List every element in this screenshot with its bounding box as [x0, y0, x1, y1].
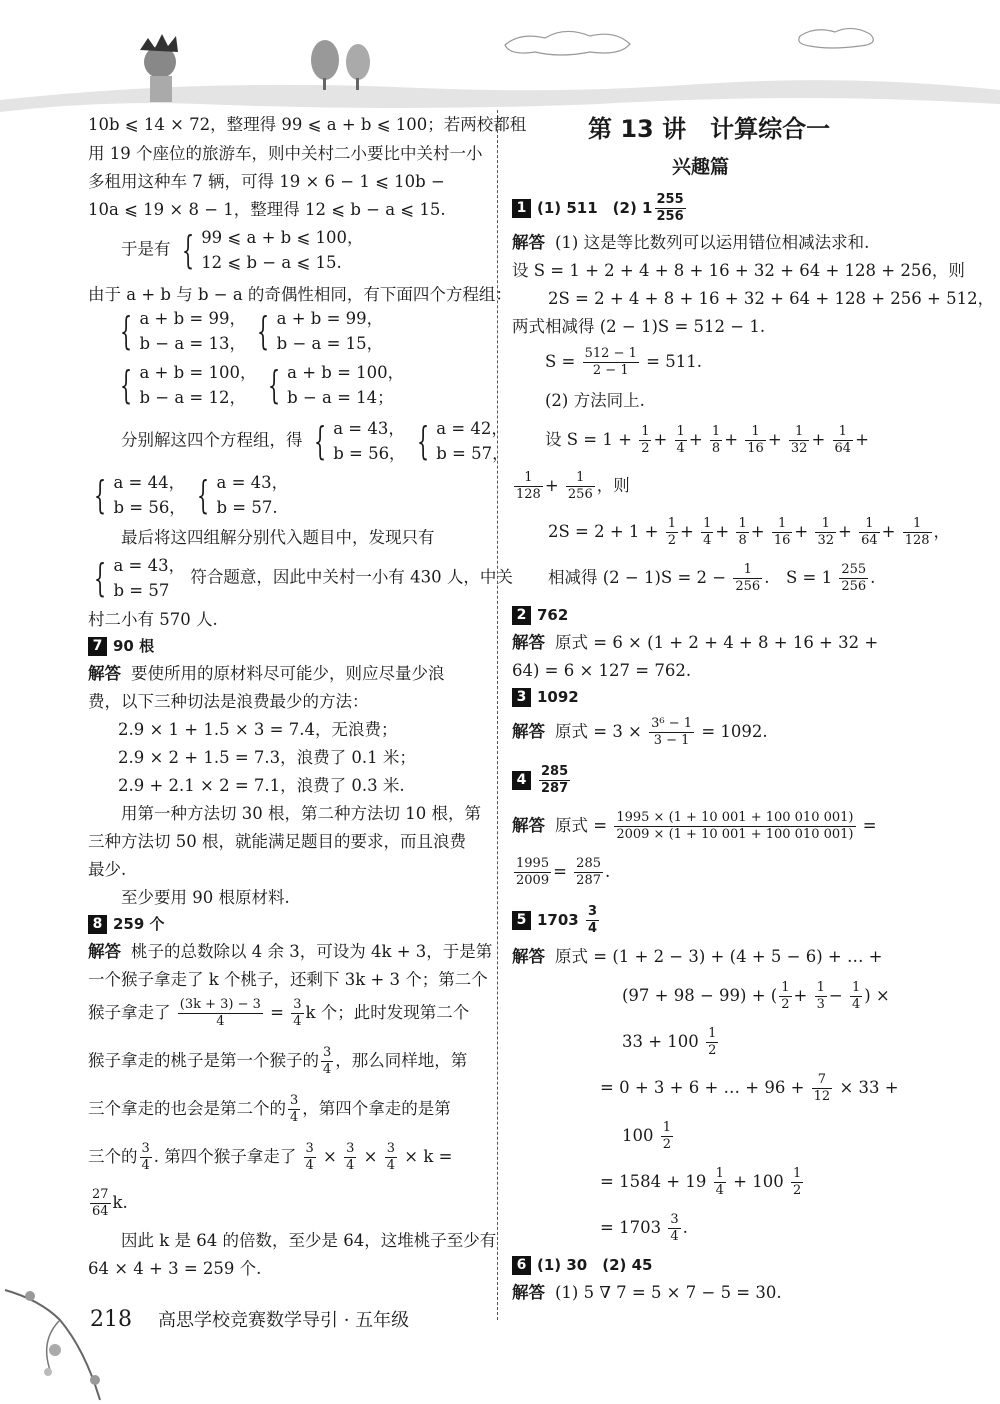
fraction: $\frac{3}{4}$ [305, 1141, 314, 1173]
text-line: 最后将这四组解分别代入题目中，发现只有 [121, 528, 435, 547]
question-number: 8 [88, 915, 107, 934]
equation: b = 56， [333, 444, 406, 463]
fraction: $\frac{1}{8}$ [711, 424, 721, 456]
fraction: $\frac{1995 \times (1 + 10 001 + 100 010 001)}{2009 \times (1 + 10 001 + 100 010 001)}$ [616, 810, 854, 842]
fraction: $\frac{1}{64}$ [834, 424, 852, 456]
equation: a = 43， [216, 473, 289, 492]
tree-icon [311, 40, 370, 90]
fraction: $\frac{\text{3⁶ − 1}}{3 - 1}$ [651, 716, 693, 748]
fraction: $\frac{1}{256}$ [735, 562, 761, 594]
fraction: $\frac{3}{4}$ [141, 1141, 150, 1173]
equation: 99 ⩽ a + b ⩽ 100， [201, 228, 364, 247]
equation: a = 44， [113, 473, 186, 492]
equation: 12 ⩽ b − a ⩽ 15. [201, 253, 342, 272]
brace-icon: { [197, 473, 210, 517]
text: (1) 这是等比数列可以运用错位相减法求和. [555, 233, 870, 252]
text-line [88, 941, 492, 963]
equation-system [201, 225, 363, 275]
fraction: $\frac{512 - 1}{2 - 1}$ [584, 346, 637, 378]
text-line: 三种方法切 50 根，就能满足题目的要求，而且浪费 [88, 832, 466, 851]
text-line: (2) 方法同上. [545, 391, 645, 410]
answer: 90 根 [113, 637, 155, 655]
equation: a + b = 99， [276, 309, 384, 328]
text-line [88, 1045, 467, 1078]
solution [436, 416, 508, 466]
text: 于是有 [121, 239, 171, 259]
question-header [512, 904, 601, 937]
equation: b = 57. [216, 498, 278, 517]
system-line [88, 553, 513, 603]
equation: a = 42， [436, 419, 508, 438]
solution [333, 416, 405, 466]
answer: 259 个 [113, 915, 165, 933]
text-line: 村二小有 570 人. [88, 610, 218, 629]
text-line: 解答 原式 = 3 × $\frac{\text{3⁶ − 1}}{3 - 1}$ = 1092. [512, 716, 768, 748]
fraction: $\frac{1}{32}$ [790, 424, 808, 456]
text-line [88, 997, 469, 1030]
solution-label: 解答 [512, 233, 545, 252]
equation: b − a = 15， [276, 334, 384, 353]
fraction: $\frac{1}{16}$ [747, 424, 764, 456]
solution [217, 470, 289, 520]
answer: 762 [537, 606, 569, 624]
fraction: $\frac{7}{12}$ [813, 1072, 831, 1104]
brace-icon: { [94, 473, 107, 517]
text: . 第四个猴子拿走了 [153, 1147, 297, 1166]
fraction: $\frac{1}{2}$ [641, 424, 650, 456]
text-line [88, 663, 445, 685]
brace-icon: { [94, 556, 107, 600]
fraction: $\frac{3}{4}$ [293, 997, 302, 1029]
text-line: 由于 a + b 与 b − a 的奇偶性相同，有下面四个方程组： [88, 285, 512, 304]
fraction: $\frac{1}{3}$ [816, 980, 825, 1012]
question-number: 5 [512, 911, 531, 930]
fraction: $\frac{1}{8}$ [738, 516, 747, 548]
section-subtitle: 兴趣篇 [672, 156, 730, 178]
equation: b = 56， [113, 498, 186, 517]
solution [113, 553, 185, 603]
equation-system [139, 306, 246, 356]
text-line [88, 1187, 128, 1220]
fraction: $\frac{(3k + 3) - 3}{4}$ [179, 997, 261, 1029]
text-line: 10a ⩽ 19 × 8 − 1，整理得 12 ⩽ b − a ⩽ 15. [88, 200, 446, 219]
text-line: 相减得 (2 − 1)S = 2 − $\frac{1}{256}$ . S = 1 $\frac{255}{256}$ . [548, 562, 876, 594]
answer-fraction: $\frac{285}{287}$ [541, 764, 569, 796]
fraction: $\frac{3}{4}$ [670, 1212, 679, 1244]
fraction: $\frac{3}{4}$ [588, 904, 598, 936]
question-number: 6 [512, 1256, 531, 1275]
equation-system [287, 360, 404, 410]
question-header [512, 686, 579, 708]
text: 三个拿走的也会是第二个的 [88, 1099, 286, 1118]
text-line: 64) = 6 × 127 = 762. [512, 661, 692, 680]
text-line: 用 19 个座位的旅游车，则中关村二小要比中关村一小 [88, 144, 483, 163]
fraction: $\frac{1}{256}$ [567, 470, 593, 502]
text-line: 两式相减得 (2 − 1)S = 512 − 1. [512, 317, 766, 336]
question-number: 3 [512, 688, 531, 707]
fraction: $\frac{1}{128}$ [516, 470, 541, 502]
text-line: 2.9 × 2 + 1.5 = 7.3，浪费了 0.1 米； [118, 748, 416, 767]
text-line: 2.9 + 2.1 × 2 = 7.1，浪费了 0.3 米. [118, 776, 405, 795]
equation: a + b = 100， [139, 363, 257, 382]
text-line: 因此 k 是 64 的倍数，至少是 64，这堆桃子至少有 [121, 1231, 497, 1250]
brace-icon: { [313, 419, 326, 463]
question-number: 2 [512, 606, 531, 625]
solution-label: 解答 [512, 722, 545, 741]
text-line: S = $\frac{512 - 1}{2 - 1}$ = 511. [545, 346, 702, 378]
solution-label: 解答 [512, 947, 545, 966]
question-header [512, 604, 568, 626]
text: 桃子的总数除以 4 余 3，可设为 4k + 3，于是第 [131, 942, 493, 961]
question-header [512, 764, 572, 797]
fraction: $\frac{1995}{2009}$ [516, 856, 550, 888]
fraction: $\frac{1}{4}$ [851, 980, 861, 1012]
fraction: $\frac{1}{4}$ [676, 424, 685, 456]
page-number: 218 [90, 1307, 132, 1332]
system-line [88, 416, 509, 466]
text-line: = 1584 + 19 $\frac{1}{4}$ + 100 $\frac{1}{2}$ [600, 1166, 802, 1198]
question-header [512, 192, 688, 225]
text-line: 33 + 100 $\frac{1}{2}$ [622, 1026, 717, 1058]
question-header [512, 1254, 653, 1276]
brace-icon: { [181, 228, 194, 272]
question-number: 7 [88, 637, 107, 656]
text-line: 解答 原式 = (1 + 2 − 3) + (4 + 5 − 6) + … + [512, 947, 883, 966]
text-line: 至少要用 90 根原材料. [121, 888, 290, 907]
text: 分别解这四个方程组，得 [121, 430, 303, 450]
text: 猴子拿走了 [88, 1003, 171, 1022]
text-line: 设 S = 1 + $\frac{1}{2}$ + $\frac{1}{4}$ + $\frac{1}{8}$ + $\frac{1}{16}$ + $\frac{1}{32}$ + $\frac{1}{64}$ + [545, 424, 869, 456]
fraction: $\frac{255}{256}$ [656, 192, 684, 224]
fraction: $\frac{3}{4}$ [386, 1141, 396, 1173]
text-line: 2S = 2 + 4 + 8 + 16 + 32 + 64 + 128 + 256 + 512， [548, 289, 995, 308]
text: ，那么同样地，第 [335, 1051, 468, 1070]
lecture-title: 第 13 讲 计算综合一 [588, 115, 831, 143]
text-line: 三个的 $\frac{3}{4}$ . 第四个猴子拿走了 $\frac{3}{4}$ × $\frac{3}{4}$ × $\frac{3}{4}$ × k = [88, 1141, 453, 1173]
book-title: 高思学校竞赛数学导引 · 五年级 [158, 1310, 410, 1331]
text: = [270, 1003, 284, 1022]
text: × k = [404, 1147, 453, 1166]
text-line [512, 232, 869, 254]
text: 猴子拿走的桃子是第一个猴子的 [88, 1051, 319, 1070]
header-landscape-illustration [0, 0, 1000, 120]
answer: 1703 [537, 911, 579, 929]
fraction: $\frac{1}{2}$ [667, 516, 677, 548]
fraction: $\frac{1}{64}$ [861, 516, 878, 548]
text-line: = 1703 $\frac{3}{4}$ . [600, 1212, 688, 1244]
text: ，第四个拿走的是第 [302, 1099, 451, 1118]
fraction: $\frac{1}{2}$ [662, 1120, 672, 1152]
solution-label: 解答 [88, 942, 121, 961]
text-line: (97 + 98 − 99) + ( $\frac{1}{2}$ + $\frac{1}{3}$ − $\frac{1}{4}$ ) × [622, 980, 890, 1012]
fraction: $\frac{1}{4}$ [703, 516, 712, 548]
cloud-icon [505, 28, 873, 55]
solution-label: 解答 [512, 633, 545, 652]
text: k. [112, 1193, 128, 1212]
brace-icon: { [267, 363, 280, 407]
equation: a + b = 99， [139, 309, 246, 328]
equation: b − a = 13， [139, 334, 246, 353]
text-line: 10b ⩽ 14 × 72，整理得 99 ⩽ a + b ⩽ 100；若两校都租 [88, 115, 527, 134]
text-line: 设 S = 1 + 2 + 4 + 8 + 16 + 32 + 64 + 128 + 256，则 [512, 261, 965, 280]
text-line [88, 1093, 451, 1126]
solution-label: 解答 [512, 1283, 545, 1302]
fraction: $\frac{3}{4}$ [346, 1141, 355, 1173]
text-line: 100 $\frac{1}{2}$ [622, 1120, 672, 1152]
fraction: $\frac{1}{16}$ [773, 516, 791, 548]
text-line: 最少. [88, 860, 127, 879]
question-number: 4 [512, 771, 531, 790]
fraction: $\frac{1}{32}$ [817, 516, 834, 548]
equation: a = 43， [113, 556, 186, 575]
answer: 1092 [537, 688, 579, 706]
fraction: $\frac{285}{287}$ [576, 856, 601, 888]
equation-system [139, 360, 256, 410]
floral-vine-decoration [0, 1280, 140, 1404]
fraction: $\frac{1}{4}$ [715, 1166, 724, 1198]
system-line [88, 225, 364, 275]
text-line: = 0 + 3 + 6 + … + 96 + $\frac{7}{12}$ × 33 + [600, 1072, 899, 1104]
brace-icon: { [120, 363, 133, 407]
text-line: 用第一种方法切 30 根，第二种方法切 10 根，第 [121, 804, 481, 823]
text-line: 一个猴子拿走了 k 个桃子，还剩下 3k + 3 个；第二个 [88, 970, 488, 989]
system-line [88, 470, 288, 520]
equation: b − a = 14； [287, 388, 394, 407]
text: 符合题意，因此中关村一小有 430 人，中关 [190, 567, 513, 587]
equation: b = 57， [436, 444, 509, 463]
text-line: $\frac{1}{128}$ + $\frac{1}{256}$ ，则 [516, 470, 630, 502]
fraction: $\frac{255}{256}$ [841, 562, 867, 594]
solution [113, 470, 185, 520]
text-line: $\frac{1995}{2009}$ = $\frac{285}{287}$ . [516, 856, 611, 888]
solution-label: 解答 [512, 816, 545, 835]
text-line: 解答 (1) 5 ∇ 7 = 5 × 7 − 5 = 30. [512, 1283, 782, 1302]
answer: (1) 511 (2) 1 [537, 199, 653, 217]
equation: a = 43， [333, 419, 405, 438]
system-line [114, 306, 383, 356]
fraction: $\frac{1}{2}$ [781, 980, 790, 1012]
text-line: 多租用这种车 7 辆，可得 19 × 6 − 1 ⩽ 10b − [88, 172, 445, 191]
fraction: $\frac{27}{64}$ [92, 1187, 109, 1219]
text-line: 64 × 4 + 3 = 259 个. [88, 1259, 262, 1278]
question-header [88, 913, 165, 935]
text: 三个的 [88, 1147, 138, 1166]
question-header [88, 635, 154, 657]
fraction: $\frac{3}{4}$ [323, 1045, 332, 1077]
text-line: 解答 原式 = $\frac{1995 \times (1 + 10 001 + 100 010 001)}{2009 \times (1 + 10 001 + 100 010 001)}$ = [512, 810, 877, 842]
equation: b − a = 12， [139, 388, 246, 407]
text-line: 费，以下三种切法是浪费最少的方法： [88, 692, 369, 711]
fraction: $\frac{3}{4}$ [290, 1093, 299, 1125]
brace-icon: { [120, 309, 133, 353]
fraction: $\frac{1}{2}$ [792, 1166, 802, 1198]
system-line [114, 360, 404, 410]
text: 要使所用的原材料尽可能少，则应尽量少浪 [131, 664, 445, 683]
fraction: $\frac{1}{128}$ [904, 516, 930, 548]
text: k 个；此时发现第二个 [305, 1003, 470, 1022]
equation: b = 57 [113, 581, 170, 600]
text-line: 2S = 2 + 1 + $\frac{1}{2}$ + $\frac{1}{4}$ + $\frac{1}{8}$ + $\frac{1}{16}$ + $\frac{1}{32}$ + $\frac{1}{64}$ + $\frac{1}{128}$ ， [548, 516, 951, 548]
text-line: 解答 原式 = 6 × (1 + 2 + 4 + 8 + 16 + 32 + [512, 633, 879, 652]
page-footer [90, 1306, 409, 1332]
equation: a + b = 100， [287, 363, 405, 382]
answer: (1) 30 (2) 45 [537, 1256, 653, 1274]
brace-icon: { [416, 419, 429, 463]
equation-system [277, 306, 384, 356]
brace-icon: { [257, 309, 270, 353]
fraction: $\frac{1}{2}$ [708, 1026, 717, 1058]
text-line: 2.9 × 1 + 1.5 × 3 = 7.4，无浪费； [118, 720, 398, 739]
question-number: 1 [512, 199, 531, 218]
solution-label: 解答 [88, 664, 121, 683]
